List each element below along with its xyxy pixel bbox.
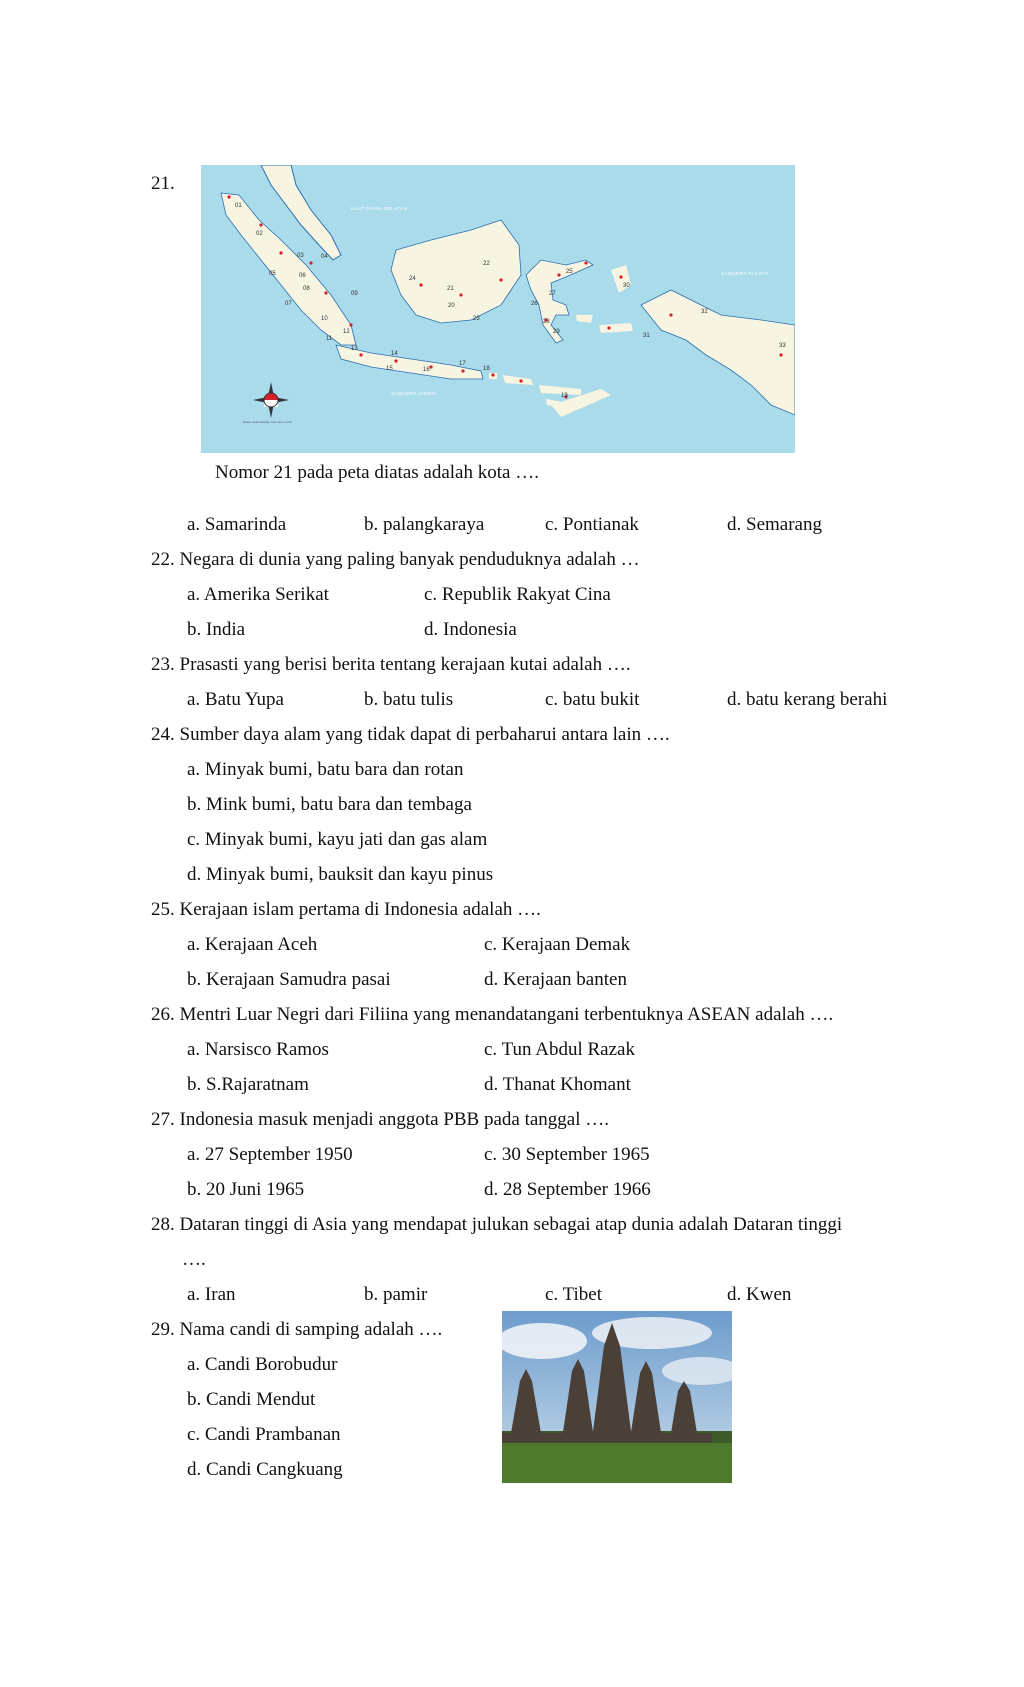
svg-text:29: 29 xyxy=(553,329,560,335)
q21-option-a: a. Samarinda xyxy=(187,514,287,535)
question-26-text: 26. Mentri Luar Negri dari Filiina yang menandatangani terbentuknya ASEAN adalah …. xyxy=(151,1004,834,1025)
svg-text:16: 16 xyxy=(423,367,430,373)
q29-option-d: d. Candi Cangkuang xyxy=(187,1459,343,1480)
svg-text:08: 08 xyxy=(303,286,310,292)
sea-label-north: LAUT CHINA SELATAN xyxy=(351,206,408,211)
svg-text:01: 01 xyxy=(235,203,242,209)
q28-option-a: a. Iran xyxy=(187,1284,236,1305)
q21-option-d: d. Semarang xyxy=(727,514,822,535)
q25-option-b: b. Kerajaan Samudra pasai xyxy=(187,969,391,990)
q23-option-d: d. batu kerang berahi xyxy=(727,689,888,710)
question-27-text: 27. Indonesia masuk menjadi anggota PBB pada tanggal …. xyxy=(151,1109,610,1130)
question-24-text: 24. Sumber daya alam yang tidak dapat di perbaharui antara lain …. xyxy=(151,724,670,745)
indonesia-map xyxy=(201,165,795,453)
q28-option-b: b. pamir xyxy=(364,1284,428,1305)
svg-text:07: 07 xyxy=(285,301,292,307)
q27-option-b: b. 20 Juni 1965 xyxy=(187,1179,305,1200)
q22-option-d: d. Indonesia xyxy=(424,619,517,640)
question-25-text: 25. Kerajaan islam pertama di Indonesia adalah …. xyxy=(151,899,541,920)
svg-text:12: 12 xyxy=(343,329,350,335)
svg-text:11: 11 xyxy=(326,336,333,342)
q29-option-c: c. Candi Prambanan xyxy=(187,1424,341,1445)
q27-option-c: c. 30 September 1965 xyxy=(484,1144,650,1165)
q28-option-d: d. Kwen xyxy=(727,1284,792,1305)
svg-text:25: 25 xyxy=(566,269,573,275)
question-21-number: 21. xyxy=(151,173,175,194)
svg-text:05: 05 xyxy=(269,271,276,277)
svg-text:27: 27 xyxy=(549,291,556,297)
q24-option-d: d. Minyak bumi, bauksit dan kayu pinus xyxy=(187,864,494,885)
question-21-caption: Nomor 21 pada peta diatas adalah kota …. xyxy=(215,462,539,483)
svg-text:14: 14 xyxy=(391,351,398,357)
q21-option-c: c. Pontianak xyxy=(545,514,639,535)
svg-text:09: 09 xyxy=(351,291,358,297)
svg-text:26: 26 xyxy=(531,301,538,307)
q27-option-a: a. 27 September 1950 xyxy=(187,1144,353,1165)
svg-text:17: 17 xyxy=(459,361,466,367)
svg-text:32: 32 xyxy=(701,309,708,315)
q24-option-c: c. Minyak bumi, kayu jati dan gas alam xyxy=(187,829,488,850)
svg-text:33: 33 xyxy=(779,343,786,349)
svg-text:22: 22 xyxy=(483,261,490,267)
sea-label-south: SAMUDRA HINDIA xyxy=(391,391,437,396)
svg-text:28: 28 xyxy=(543,319,550,325)
svg-text:24: 24 xyxy=(409,276,416,282)
q25-option-c: c. Kerajaan Demak xyxy=(484,934,631,955)
map-website: www.indonesia.tourism.com xyxy=(243,420,293,424)
svg-text:03: 03 xyxy=(297,253,304,259)
svg-text:15: 15 xyxy=(386,366,393,372)
q29-option-b: b. Candi Mendut xyxy=(187,1389,316,1410)
svg-text:19: 19 xyxy=(561,393,568,399)
question-22-text: 22. Negara di dunia yang paling banyak penduduknya adalah … xyxy=(151,549,640,570)
svg-text:18: 18 xyxy=(483,366,490,372)
temple-photo xyxy=(502,1311,732,1483)
q28-option-c: c. Tibet xyxy=(545,1284,603,1305)
q27-option-d: d. 28 September 1966 xyxy=(484,1179,651,1200)
q25-option-a: a. Kerajaan Aceh xyxy=(187,934,318,955)
q21-option-b: b. palangkaraya xyxy=(364,514,485,535)
question-23-text: 23. Prasasti yang berisi berita tentang kerajaan kutai adalah …. xyxy=(151,654,631,675)
q26-option-d: d. Thanat Khomant xyxy=(484,1074,631,1095)
temple-grass xyxy=(502,1443,732,1483)
q24-option-b: b. Mink bumi, batu bara dan tembaga xyxy=(187,794,472,815)
q25-option-d: d. Kerajaan banten xyxy=(484,969,627,990)
q26-option-b: b. S.Rajaratnam xyxy=(187,1074,309,1095)
q24-option-a: a. Minyak bumi, batu bara dan rotan xyxy=(187,759,464,780)
q23-option-a: a. Batu Yupa xyxy=(187,689,284,710)
question-29-text: 29. Nama candi di samping adalah …. xyxy=(151,1319,443,1340)
svg-text:06: 06 xyxy=(299,273,306,279)
svg-text:31: 31 xyxy=(643,333,650,339)
q22-option-a: a. Amerika Serikat xyxy=(187,584,329,605)
svg-text:23: 23 xyxy=(473,316,480,322)
question-28-continuation: …. xyxy=(182,1249,206,1270)
q26-option-a: a. Narsisco Ramos xyxy=(187,1039,329,1060)
q22-option-b: b. India xyxy=(187,619,246,640)
svg-text:04: 04 xyxy=(321,254,328,260)
svg-text:13: 13 xyxy=(351,346,358,352)
svg-text:30: 30 xyxy=(623,283,630,289)
question-28-text: 28. Dataran tinggi di Asia yang mendapat julukan sebagai atap dunia adalah Dataran tinggi xyxy=(151,1214,843,1235)
svg-text:21: 21 xyxy=(447,286,454,292)
sea-label-east: SAMUDRA PASIFIK xyxy=(721,271,769,276)
svg-text:10: 10 xyxy=(321,316,328,322)
q29-option-a: a. Candi Borobudur xyxy=(187,1354,338,1375)
q23-option-c: c. batu bukit xyxy=(545,689,640,710)
q23-option-b: b. batu tulis xyxy=(364,689,454,710)
q26-option-c: c. Tun Abdul Razak xyxy=(484,1039,635,1060)
svg-text:02: 02 xyxy=(256,231,263,237)
svg-text:20: 20 xyxy=(448,303,455,309)
q22-option-c: c. Republik Rakyat Cina xyxy=(424,584,611,605)
